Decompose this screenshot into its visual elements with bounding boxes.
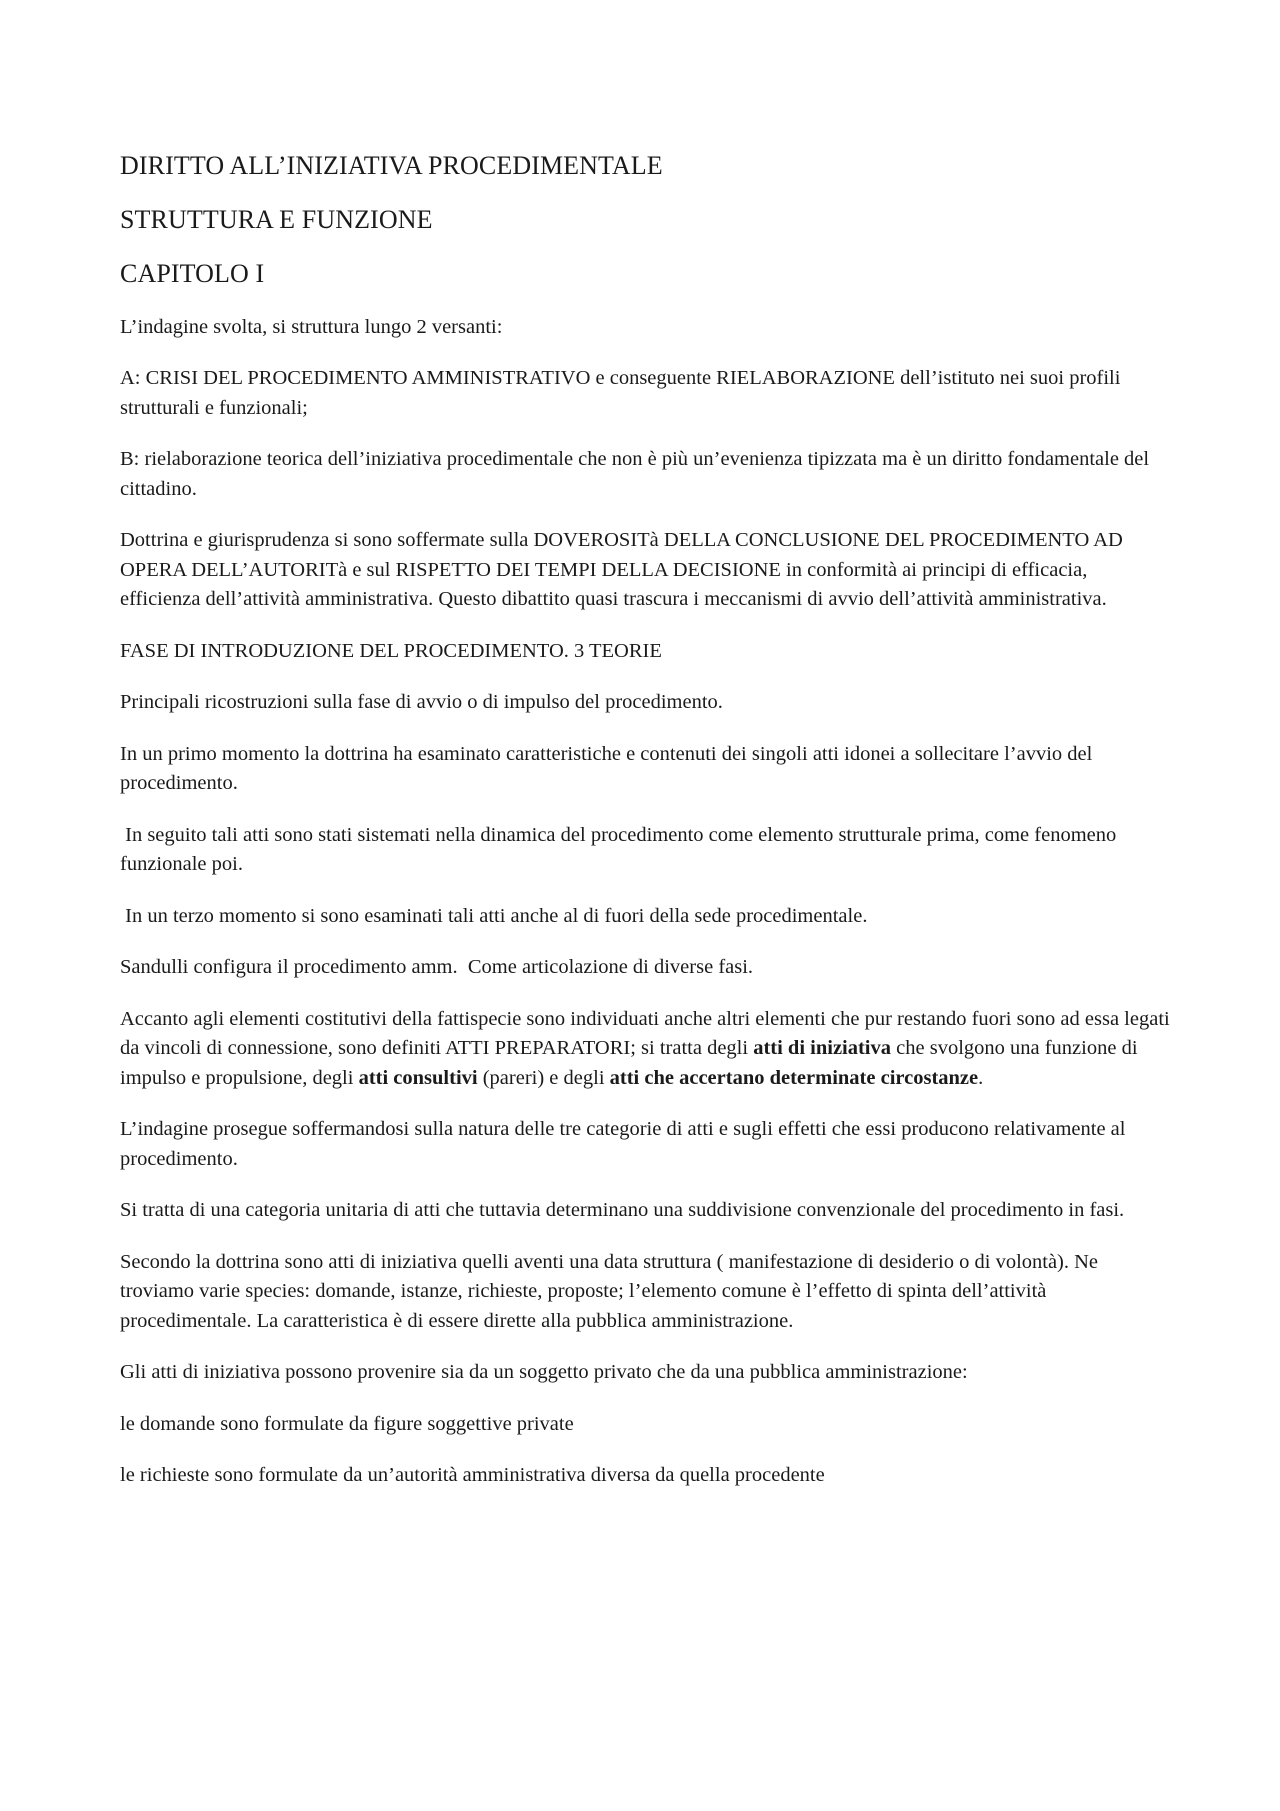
- text-run: che svolgono una funzione di impulso e propulsione, degli: [120, 1037, 1138, 1089]
- paragraph-preparatory-acts: [120, 1005, 1170, 1094]
- paragraph: L’indagine svolta, si struttura lungo 2 versanti:: [120, 315, 503, 338]
- bold-term-atti-consultivi: atti consultivi: [358, 1066, 478, 1089]
- paragraph: In un terzo momento si sono esaminati tali atti anche al di fuori della sede procedimentale.: [120, 904, 868, 927]
- paragraph: Gli atti di iniziativa possono provenire sia da un soggetto privato che da una pubblica amministrazione:: [120, 1361, 968, 1384]
- paragraph: le domande sono formulate da figure soggettive private: [120, 1412, 574, 1435]
- chapter-heading: CAPITOLO I: [120, 259, 265, 289]
- document-page: [120, 150, 1170, 1513]
- paragraph: L’indagine prosegue soffermandosi sulla natura delle tre categorie di atti e sugli effetti che essi producono relativamente al procedimento.: [120, 1118, 1126, 1170]
- paragraph: Sandulli configura il procedimento amm. Come articolazione di diverse fasi.: [120, 956, 754, 979]
- text-run: Accanto agli elementi costitutivi della fattispecie sono individuati anche altri elementi che pur restando fuori sono ad essa legati da vincoli di connessione, sono definiti ATTI PREPARATORI; si tratta degli: [120, 1007, 1170, 1060]
- paragraph: B: rielaborazione teorica dell’iniziativa procedimentale che non è più un’evenienza tipizzata ma è un diritto fondamentale del cittadino.: [120, 448, 1150, 500]
- bold-term-atti-accertamento: atti che accertano determinate circostanze: [609, 1066, 979, 1089]
- text-run: (pareri) e degli: [477, 1066, 610, 1089]
- paragraph: A: CRISI DEL PROCEDIMENTO AMMINISTRATIVO e conseguente RIELABORAZIONE dell’istituto nei suoi profili strutturali e funzionali;: [120, 367, 1121, 419]
- paragraph: Dottrina e giurisprudenza si sono soffermate sulla DOVEROSITà DELLA CONCLUSIONE DEL PROCEDIMENTO AD OPERA DELL’AUTORITà e sul RISPETTO DEI TEMPI DELLA DECISIONE in conformità ai principi di efficacia, efficienza dell’attività amministrativa. Questo dibattito quasi trascura i meccanismi di avvio dell’attività amministrativa.: [120, 529, 1123, 611]
- section-heading: FASE DI INTRODUZIONE DEL PROCEDIMENTO. 3 TEORIE: [120, 639, 662, 662]
- bold-term-atti-di-iniziativa: atti di iniziativa: [753, 1037, 892, 1060]
- document-title: DIRITTO ALL’INIZIATIVA PROCEDIMENTALE: [120, 151, 663, 180]
- paragraph: Secondo la dottrina sono atti di iniziativa quelli aventi una data struttura ( manifestazione di desiderio o di volontà). Ne troviamo varie species: domande, istanze, richieste, proposte; l’elemento comune è l’effetto di spinta dell’attività procedimentale. La caratteristica è di essere dirette alla pubblica amministrazione.: [120, 1250, 1099, 1332]
- document-subtitle: STRUTTURA E FUNZIONE: [120, 205, 433, 235]
- paragraph: le richieste sono formulate da un’autorità amministrativa diversa da quella procedente: [120, 1464, 825, 1487]
- paragraph: Si tratta di una categoria unitaria di atti che tuttavia determinano una suddivisione convenzionale del procedimento in fasi.: [120, 1199, 1125, 1222]
- paragraph: In seguito tali atti sono stati sistemati nella dinamica del procedimento come elemento strutturale prima, come fenomeno funzionale poi.: [120, 823, 1122, 876]
- paragraph: In un primo momento la dottrina ha esaminato caratteristiche e contenuti dei singoli atti idonei a sollecitare l’avvio del procedimento.: [120, 742, 1093, 795]
- paragraph: Principali ricostruzioni sulla fase di avvio o di impulso del procedimento.: [120, 691, 723, 714]
- text-run: .: [978, 1066, 984, 1089]
